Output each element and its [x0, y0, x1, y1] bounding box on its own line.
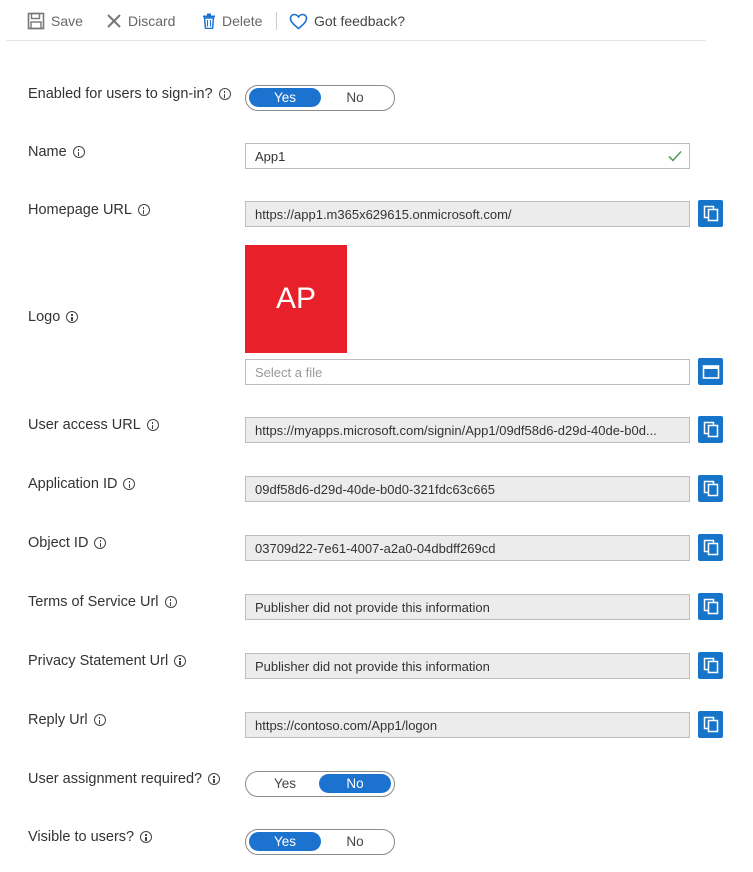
discard-label: Discard — [128, 13, 176, 29]
save-button[interactable] — [27, 10, 83, 32]
enabled-no-option[interactable]: No — [346, 90, 364, 105]
info-icon — [138, 204, 150, 216]
info-icon — [140, 831, 152, 843]
logo-label: Logo — [28, 309, 78, 325]
info-icon — [73, 146, 85, 158]
info-icon — [174, 655, 186, 667]
save-icon — [27, 12, 45, 30]
info-icon — [123, 478, 135, 490]
heart-icon — [289, 13, 308, 30]
copy-icon — [703, 716, 719, 733]
name-value: App1 — [255, 148, 286, 164]
info-icon — [165, 596, 177, 608]
user-access-label: User access URL — [28, 417, 159, 433]
folder-icon — [702, 364, 720, 380]
user-access-url-field[interactable] — [245, 417, 690, 443]
close-icon — [106, 13, 122, 29]
privacy-url-field[interactable] — [245, 653, 690, 679]
copy-homepage-button[interactable] — [698, 200, 723, 227]
info-icon — [208, 773, 220, 785]
terms-url-value: Publisher did not provide this information — [255, 599, 490, 615]
homepage-label: Homepage URL — [28, 202, 150, 218]
copy-object-id-button[interactable] — [698, 534, 723, 561]
application-id-field[interactable] — [245, 476, 690, 502]
copy-user-access-button[interactable] — [698, 416, 723, 443]
copy-icon — [703, 657, 719, 674]
copy-icon — [703, 539, 719, 556]
visible-toggle[interactable] — [245, 829, 395, 855]
feedback-label: Got feedback? — [314, 13, 406, 29]
feedback-button[interactable] — [289, 10, 405, 32]
delete-button[interactable] — [202, 10, 262, 32]
name-input[interactable] — [245, 143, 690, 169]
user-access-url-value: https://myapps.microsoft.com/signin/App1/09df58d6-d29d-40de-b0d... — [255, 422, 657, 438]
object-id-field[interactable] — [245, 535, 690, 561]
terms-label: Terms of Service Url — [28, 594, 177, 610]
toolbar-divider — [276, 12, 277, 30]
object-id-label: Object ID — [28, 535, 106, 551]
object-id-value: 03709d22-7e61-4007-a2a0-04dbdff269cd — [255, 540, 496, 556]
toolbar-divider-line — [6, 40, 706, 41]
browse-file-button[interactable] — [698, 358, 723, 385]
assignment-label: User assignment required? — [28, 771, 220, 787]
discard-button[interactable] — [106, 10, 175, 32]
reply-url-field[interactable] — [245, 712, 690, 738]
application-id-label: Application ID — [28, 476, 135, 492]
file-placeholder: Select a file — [255, 364, 323, 380]
info-icon — [94, 714, 106, 726]
privacy-url-value: Publisher did not provide this information — [255, 658, 490, 674]
assignment-toggle[interactable] — [245, 771, 395, 797]
copy-icon — [703, 421, 719, 438]
homepage-url-field[interactable] — [245, 201, 690, 227]
logo-file-input[interactable] — [245, 359, 690, 385]
assignment-no-option[interactable]: No — [319, 774, 391, 793]
delete-label: Delete — [222, 13, 263, 29]
app-logo-initials: AP — [275, 282, 317, 315]
save-label: Save — [51, 13, 83, 29]
copy-icon — [703, 598, 719, 615]
copy-application-id-button[interactable] — [698, 475, 723, 502]
info-icon — [94, 537, 106, 549]
privacy-label: Privacy Statement Url — [28, 653, 186, 669]
info-icon — [147, 419, 159, 431]
terms-url-field[interactable] — [245, 594, 690, 620]
copy-reply-url-button[interactable] — [698, 711, 723, 738]
info-icon — [66, 311, 78, 323]
copy-terms-button[interactable] — [698, 593, 723, 620]
enabled-label: Enabled for users to sign-in? — [28, 86, 231, 102]
info-icon — [219, 88, 231, 100]
enabled-toggle[interactable] — [245, 85, 395, 111]
name-label: Name — [28, 144, 85, 160]
visible-no-option[interactable]: No — [346, 834, 364, 849]
application-id-value: 09df58d6-d29d-40de-b0d0-321fdc63c665 — [255, 481, 495, 497]
visible-yes-option[interactable]: Yes — [249, 832, 321, 851]
reply-url-label: Reply Url — [28, 712, 106, 728]
checkmark-icon — [667, 148, 683, 164]
app-logo — [245, 245, 347, 353]
copy-icon — [703, 205, 719, 222]
reply-url-value: https://contoso.com/App1/logon — [255, 717, 438, 733]
trash-icon — [202, 13, 216, 29]
homepage-url-value: https://app1.m365x629615.onmicrosoft.com/ — [255, 206, 512, 222]
copy-icon — [703, 480, 719, 497]
enabled-yes-option[interactable]: Yes — [249, 88, 321, 107]
command-bar — [0, 0, 753, 42]
assignment-yes-option[interactable]: Yes — [273, 776, 297, 791]
copy-privacy-button[interactable] — [698, 652, 723, 679]
visible-label: Visible to users? — [28, 829, 152, 845]
